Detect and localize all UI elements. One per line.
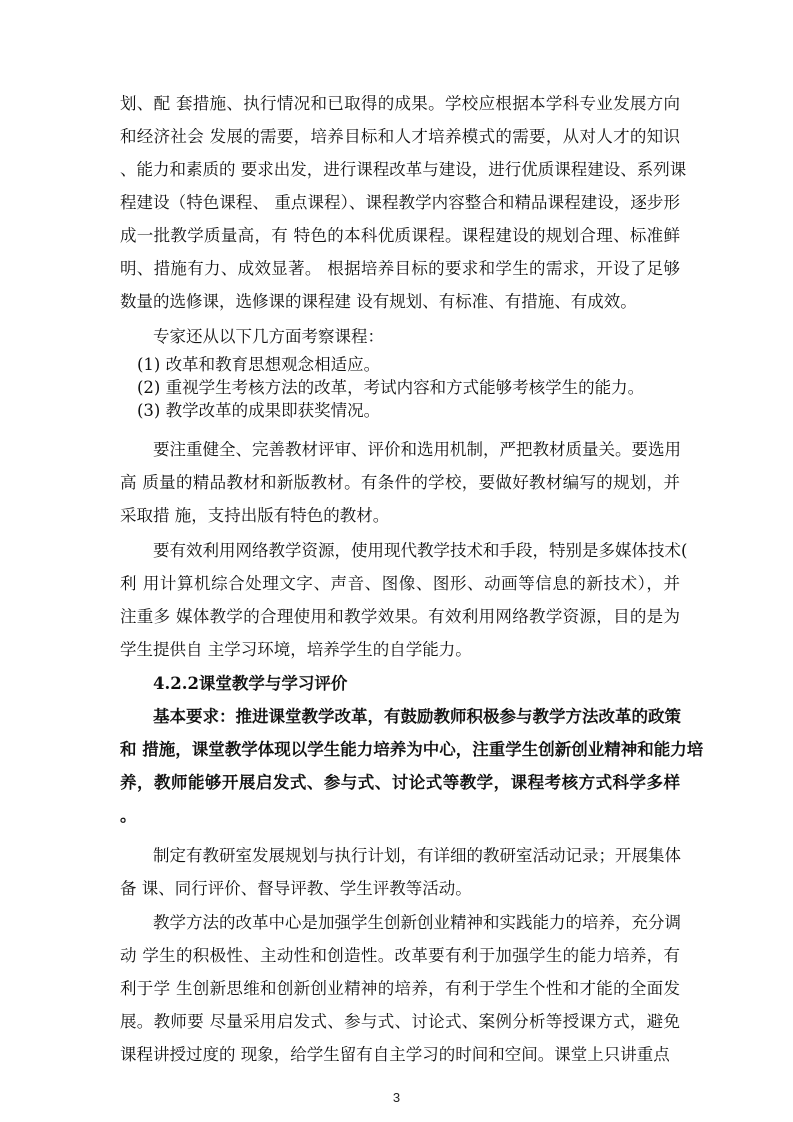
section-heading: 4.2.2课堂教学与学习评价 bbox=[153, 674, 348, 693]
paragraph-6-line-1: 教学方法的改革中心是加强学生创新创业精神和实践能力的培养，充分调 bbox=[153, 913, 681, 932]
list-item-3: (3) 教学改革的成果即获奖情况。 bbox=[137, 401, 381, 420]
list-item-1: (1) 改革和教育思想观念相适应。 bbox=[137, 355, 381, 374]
paragraph-1-line-6: 明、措施有力、成效显著。 根据培养目标的要求和学生的需求，开设了足够 bbox=[120, 259, 680, 278]
paragraph-1-line-3: 、能力和素质的 要求出发，进行课程改革与建设，进行优质课程建设、系列课 bbox=[120, 160, 687, 179]
paragraph-1-line-2: 和经济社会 发展的需要，培养目标和人才培养模式的需要，从对人才的知识 bbox=[120, 127, 680, 146]
paragraph-3-line-3: 采取措 施，支持出版有特色的教材。 bbox=[120, 506, 390, 525]
requirement-line-4: 。 bbox=[120, 806, 137, 825]
requirement-line-2: 和 措施，课堂教学体现以学生能力培养为中心，注重学生创新创业精神和能力培 bbox=[120, 740, 704, 759]
paragraph-1-line-4: 程建设（特色课程、 重点课程）、课程教学内容整合和精品课程建设，逐步形 bbox=[120, 193, 680, 212]
page-number: 3 bbox=[392, 1090, 401, 1105]
paragraph-5-line-2: 备 课、同行评价、督导评教、学生评教等活动。 bbox=[120, 879, 472, 898]
paragraph-5-line-1: 制定有教研室发展规划与执行计划，有详细的教研室活动记录；开展集体 bbox=[153, 846, 681, 865]
paragraph-1-line-5: 成一批教学质量高，有 特色的本科优质课程。课程建设的规划合理、标准鲜 bbox=[120, 226, 680, 245]
paragraph-4-line-4: 学生提供自 主学习环境，培养学生的自学能力。 bbox=[120, 640, 472, 659]
requirement-line-3: 养，教师能够开展启发式、参与式、讨论式等教学，课程考核方式科学多样 bbox=[120, 773, 680, 792]
paragraph-6-line-2: 动 学生的积极性、主动性和创造性。改革要有利于加强学生的能力培养，有 bbox=[120, 946, 680, 965]
paragraph-3-line-2: 高 质量的精品教材和新版教材。有条件的学校，要做好教材编写的规划，并 bbox=[120, 473, 680, 492]
list-item-2: (2) 重视学生考核方法的改革，考试内容和方式能够考核学生的能力。 bbox=[137, 378, 645, 397]
paragraph-1-line-7: 数量的选修课，选修课的课程建 设有规划、有标准、有措施、有成效。 bbox=[120, 292, 637, 311]
paragraph-2: 专家还从以下几方面考察课程： bbox=[153, 327, 384, 346]
paragraph-4-line-1: 要有效利用网络教学资源，使用现代教学技术和手段，特别是多媒体技术( bbox=[153, 541, 688, 560]
paragraph-4-line-2: 利 用计算机综合处理文字、声音、图像、图形、动画等信息的新技术），并 bbox=[120, 574, 680, 593]
paragraph-6-line-3: 利于学 生创新思维和创新创业精神的培养，有利于学生个性和才能的全面发 bbox=[120, 979, 680, 998]
paragraph-6-line-5: 课程讲授过度的 现象，给学生留有自主学习的时间和空间。课堂上只讲重点 bbox=[120, 1045, 670, 1064]
paragraph-6-line-4: 展。教师要 尽量采用启发式、参与式、讨论式、案例分析等授课方式，避免 bbox=[120, 1012, 680, 1031]
requirement-line-1: 基本要求：推进课堂教学改革，有鼓励教师积极参与教学方法改革的政策 bbox=[153, 707, 681, 726]
paragraph-1-line-1: 划、配 套措施、执行情况和已取得的成果。学校应根据本学科专业发展方向 bbox=[120, 94, 680, 113]
paragraph-3-line-1: 要注重健全、完善教材评审、评价和选用机制，严把教材质量关。要选用 bbox=[153, 440, 681, 459]
paragraph-4-line-3: 注重多 媒体教学的合理使用和教学效果。有效利用网络教学资源，目的是为 bbox=[120, 607, 680, 626]
